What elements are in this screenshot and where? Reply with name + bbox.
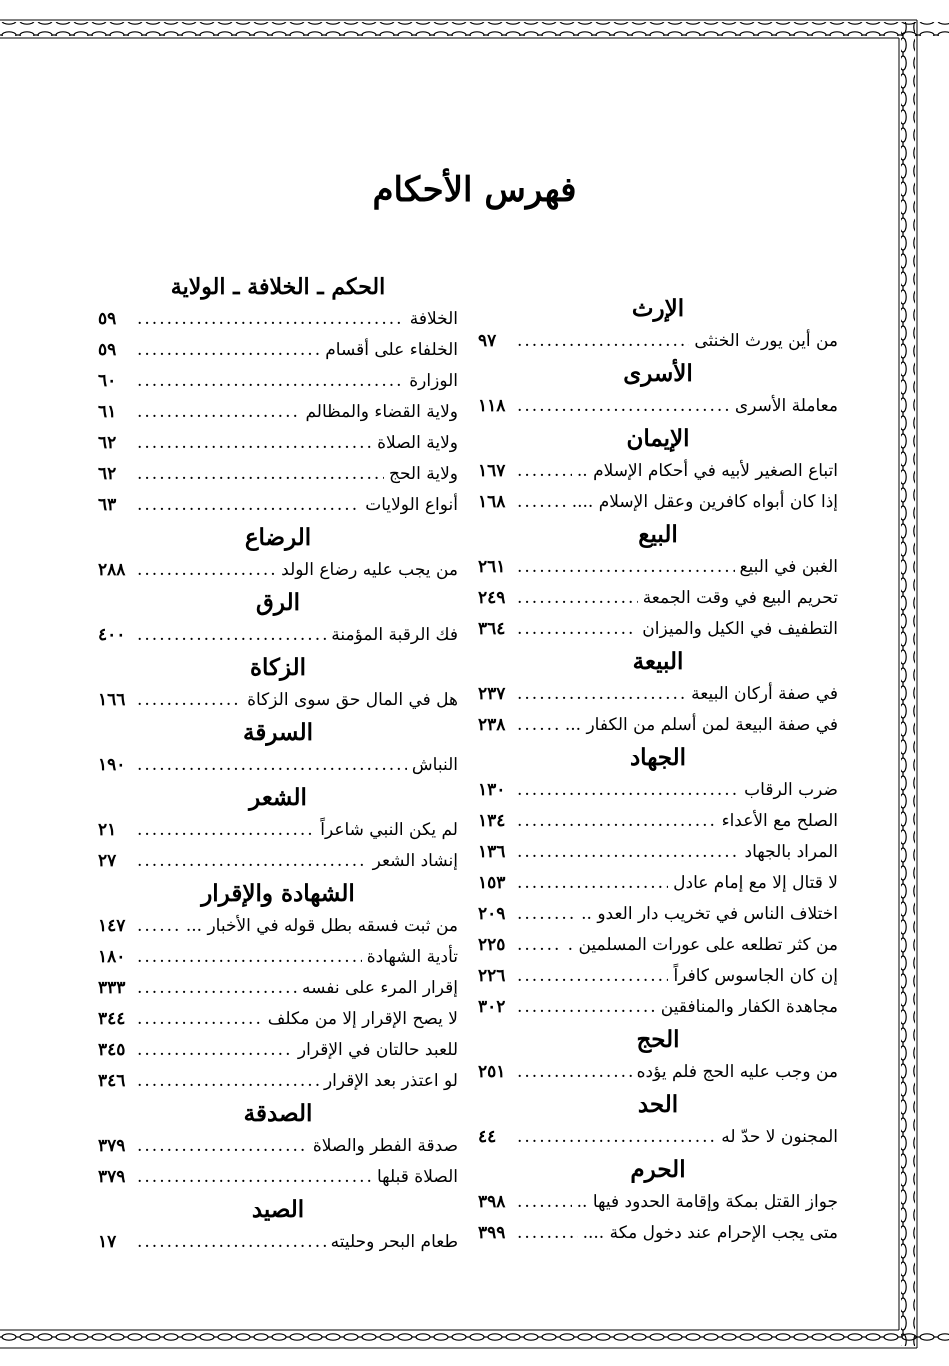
index-entry <box>98 846 458 877</box>
leader-dots <box>137 1162 372 1193</box>
index-entry <box>478 837 838 868</box>
section-heading: البيع <box>638 521 678 548</box>
entry-title: في صفة أركان البيعة <box>691 684 838 704</box>
index-entry <box>478 391 838 422</box>
leader-dots <box>517 1187 572 1218</box>
page-number: ٢٣٨ <box>478 715 506 735</box>
entry-title: إنشاد الشعر <box>372 851 458 871</box>
leader-dots <box>137 397 300 428</box>
leader-dots <box>517 806 717 837</box>
page-number: ١٤٧ <box>98 916 126 936</box>
leader-dots <box>517 930 563 961</box>
section-heading: الشهادة والإقرار <box>201 880 355 907</box>
page-number: ١٣٤ <box>478 811 506 831</box>
section-heading: الصيد <box>251 1196 305 1223</box>
leader-dots <box>517 614 637 645</box>
section-heading: الحد <box>637 1091 679 1118</box>
index-entry <box>98 685 458 716</box>
page-number: ١٦٨ <box>478 492 506 512</box>
index-entry <box>98 555 458 586</box>
section-heading: السرقة <box>243 719 313 746</box>
index-entry <box>478 1218 838 1249</box>
leader-dots <box>137 942 362 973</box>
page-number: ٢١ <box>98 820 117 840</box>
leader-dots <box>137 846 368 877</box>
page-number: ٢٢٦ <box>478 966 506 986</box>
entry-title: إذا كان أبواه كافرين وعقل الإسلام .... <box>571 492 838 512</box>
page-number: ١٩٠ <box>98 755 126 775</box>
page-number: ٢٥١ <box>478 1062 506 1082</box>
section-heading: الرق <box>256 589 300 616</box>
leader-dots <box>137 815 315 846</box>
entry-title: تحريم البيع في وقت الجمعة <box>642 588 838 608</box>
leader-dots <box>517 1057 632 1088</box>
leader-dots <box>517 583 638 614</box>
leader-dots <box>517 326 689 357</box>
index-entry <box>98 973 458 1004</box>
page-number: ٣٤٤ <box>98 1009 126 1029</box>
leader-dots <box>137 555 276 586</box>
entry-title: لو اعتذر بعد الإقرار <box>323 1071 458 1091</box>
page-number: ٦٣ <box>98 495 117 515</box>
page-number: ١٣٠ <box>478 780 506 800</box>
section-heading: الزكاة <box>249 654 307 681</box>
leader-dots <box>137 459 384 490</box>
index-entry <box>478 961 838 992</box>
page-number: ٢٨٨ <box>98 560 126 580</box>
page-number: ٦٢ <box>98 464 117 484</box>
page-number: ٦٢ <box>98 433 117 453</box>
page-number: ١٦٦ <box>98 690 126 710</box>
page-number: ١٦٧ <box>478 461 506 481</box>
entry-title: التطفيف في الكيل والميزان <box>642 619 838 639</box>
index-entry <box>478 930 838 961</box>
leader-dots <box>137 1066 319 1097</box>
entry-title: اتباع الصغير لأبيه في أحكام الإسلام .. <box>576 461 838 481</box>
entry-title: أنواع الولايات <box>365 495 458 515</box>
page-number: ٥٩ <box>98 309 117 329</box>
index-column-right <box>478 292 838 1249</box>
leader-dots <box>137 366 404 397</box>
entry-title: ولاية القضاء والمظالم <box>305 402 458 422</box>
page-number: ٩٧ <box>478 331 497 351</box>
entry-title: الصلح مع الأعداء <box>721 811 838 831</box>
section-heading: البيعة <box>632 648 684 675</box>
section-heading: الإرث <box>631 295 685 322</box>
page-number: ٣٣٣ <box>98 978 126 998</box>
leader-dots <box>517 487 567 518</box>
index-entry <box>98 815 458 846</box>
page-number: ٦١ <box>98 402 117 422</box>
entry-title: لا يصح الإقرار إلا من مكلف <box>267 1009 458 1029</box>
leader-dots <box>517 899 576 930</box>
leader-dots <box>137 1004 263 1035</box>
index-entry <box>98 750 458 781</box>
page-number: ٢٧ <box>98 851 117 871</box>
entry-title: هل في المال حق سوى الزكاة <box>247 690 458 710</box>
entry-title: إقرار المرء على نفسه <box>301 978 458 998</box>
page-number: ٣٤٦ <box>98 1071 126 1091</box>
entry-title: ضرب الرقاب <box>744 780 838 800</box>
leader-dots <box>517 868 668 899</box>
leader-dots <box>517 992 656 1023</box>
leader-dots <box>517 837 740 868</box>
index-entry <box>98 620 458 651</box>
page-number: ٢٣٧ <box>478 684 506 704</box>
entry-title: تأدية الشهادة <box>366 947 458 967</box>
entry-title: مجاهدة الكفار والمنافقين <box>660 997 838 1017</box>
section-heading: الشعر <box>249 784 307 811</box>
page-number: ١١٨ <box>478 396 506 416</box>
entry-title: ولاية الحج <box>388 464 458 484</box>
entry-title: الخلفاء على أقسام <box>325 340 458 360</box>
index-entry <box>98 428 458 459</box>
index-entry <box>478 1122 838 1153</box>
leader-dots <box>137 428 372 459</box>
index-entry <box>98 304 458 335</box>
entry-title: الخلافة <box>409 309 458 329</box>
leader-dots <box>517 961 668 992</box>
page-title: فهرس الأحكام <box>372 170 577 210</box>
page-number: ٣٤٥ <box>98 1040 126 1060</box>
index-entry <box>98 1004 458 1035</box>
leader-dots <box>517 391 730 422</box>
page-number: ١٨٠ <box>98 947 126 967</box>
entry-title: فك الرقبة المؤمنة <box>331 625 458 645</box>
leader-dots <box>517 679 686 710</box>
page-number: ١٣٦ <box>478 842 506 862</box>
page-number: ٣٧٩ <box>98 1167 126 1187</box>
index-entry <box>98 366 458 397</box>
page-number: ٢٢٥ <box>478 935 506 955</box>
entry-title: في صفة البيعة لمن أسلم من الكفار ... <box>564 715 838 735</box>
index-entry <box>478 456 838 487</box>
leader-dots <box>137 620 326 651</box>
leader-dots <box>137 750 407 781</box>
entry-title: النباش <box>411 755 458 775</box>
page-number: ٣٧٩ <box>98 1136 126 1156</box>
page-number: ٢٠٩ <box>478 904 506 924</box>
entry-title: المجنون لا حدّ له <box>721 1127 838 1147</box>
entry-title: المراد بالجهاد <box>744 842 838 862</box>
section-heading: الحكم ـ الخلافة ـ الولاية <box>170 274 386 300</box>
entry-title: للعبد حالتان في الإقرار <box>297 1040 458 1060</box>
entry-title: معاملة الأسرى <box>734 396 838 416</box>
index-entry <box>478 1187 838 1218</box>
section-heading: الحج <box>636 1026 680 1053</box>
entry-title: لم يكن النبي شاعراً <box>320 820 458 840</box>
leader-dots <box>517 1218 578 1249</box>
index-entry <box>478 710 838 741</box>
page-number: ٢٦١ <box>478 557 506 577</box>
entry-title: من يجب عليه رضاع الولد <box>281 560 458 580</box>
page-number: ٤٠٠ <box>98 625 126 645</box>
section-heading: الحرم <box>630 1156 686 1183</box>
index-entry <box>98 1131 458 1162</box>
index-entry <box>98 1227 458 1258</box>
entry-title: من وجب عليه الحج فلم يؤده <box>636 1062 838 1082</box>
page-number: ١٧ <box>98 1232 117 1252</box>
section-heading: الصدقة <box>243 1100 313 1127</box>
index-entry <box>478 775 838 806</box>
index-entry <box>478 1057 838 1088</box>
leader-dots <box>137 685 242 716</box>
index-entry <box>98 942 458 973</box>
leader-dots <box>137 1227 326 1258</box>
index-column-left <box>98 270 458 1258</box>
page-number: ١٥٣ <box>478 873 506 893</box>
entry-title: الصلاة قبلها <box>377 1167 458 1187</box>
index-entry <box>478 614 838 645</box>
section-heading: الإيمان <box>626 425 690 452</box>
leader-dots <box>137 1131 308 1162</box>
leader-dots <box>137 335 320 366</box>
section-heading: الأسرى <box>623 360 693 387</box>
index-entry <box>98 1162 458 1193</box>
page-number: ٥٩ <box>98 340 117 360</box>
entry-title: ولاية الصلاة <box>377 433 458 453</box>
page-number: ٣٠٢ <box>478 997 506 1017</box>
leader-dots <box>137 490 360 521</box>
index-entry <box>98 1066 458 1097</box>
leader-dots <box>517 1122 716 1153</box>
index-entry <box>478 487 838 518</box>
index-entry <box>478 552 838 583</box>
entry-title: طعام البحر وحليته <box>330 1232 458 1252</box>
entry-title: من أين يورث الخنثى <box>694 331 838 351</box>
entry-title: متى يجب الإحرام عند دخول مكة .... <box>582 1223 838 1243</box>
index-entry <box>98 911 458 942</box>
leader-dots <box>517 552 735 583</box>
index-entry <box>98 397 458 428</box>
index-entry <box>478 899 838 930</box>
page-number: ٦٠ <box>98 371 117 391</box>
index-entry <box>478 868 838 899</box>
page-number: ٤٤ <box>478 1127 497 1147</box>
leader-dots <box>137 304 405 335</box>
entry-title: من كثر تطلعه على عورات المسلمين . <box>567 935 838 955</box>
index-entry <box>478 679 838 710</box>
entry-title: من ثبت فسقه بطل قوله في الأخبار ... <box>185 916 458 936</box>
leader-dots <box>517 775 739 806</box>
entry-title: إن كان الجاسوس كافراً <box>673 966 838 986</box>
section-heading: الجهاد <box>629 744 687 771</box>
entry-title: الوزارة <box>409 371 458 391</box>
entry-title: الغبن في البيع <box>739 557 838 577</box>
section-heading: الرضاع <box>244 524 312 551</box>
leader-dots <box>137 973 297 1004</box>
index-entry <box>98 490 458 521</box>
entry-title: اختلاف الناس في تخريب دار العدو .. <box>581 904 838 924</box>
index-entry <box>98 1035 458 1066</box>
index-entry <box>478 992 838 1023</box>
leader-dots <box>137 911 181 942</box>
page-number: ٣٩٨ <box>478 1192 506 1212</box>
page-number: ٢٤٩ <box>478 588 506 608</box>
index-entry <box>98 335 458 366</box>
entry-title: صدقة الفطر والصلاة <box>312 1136 458 1156</box>
entry-title: جواز القتل بمكة وإقامة الحدود فيها .. <box>576 1192 838 1212</box>
page-number: ٣٩٩ <box>478 1223 506 1243</box>
leader-dots <box>517 456 572 487</box>
leader-dots <box>137 1035 293 1066</box>
index-entry <box>478 583 838 614</box>
index-entry <box>478 806 838 837</box>
index-entry <box>478 326 838 357</box>
index-entry <box>98 459 458 490</box>
entry-title: لا قتال إلا مع إمام عادل <box>673 873 838 893</box>
page-number: ٣٦٤ <box>478 619 506 639</box>
leader-dots <box>517 710 560 741</box>
